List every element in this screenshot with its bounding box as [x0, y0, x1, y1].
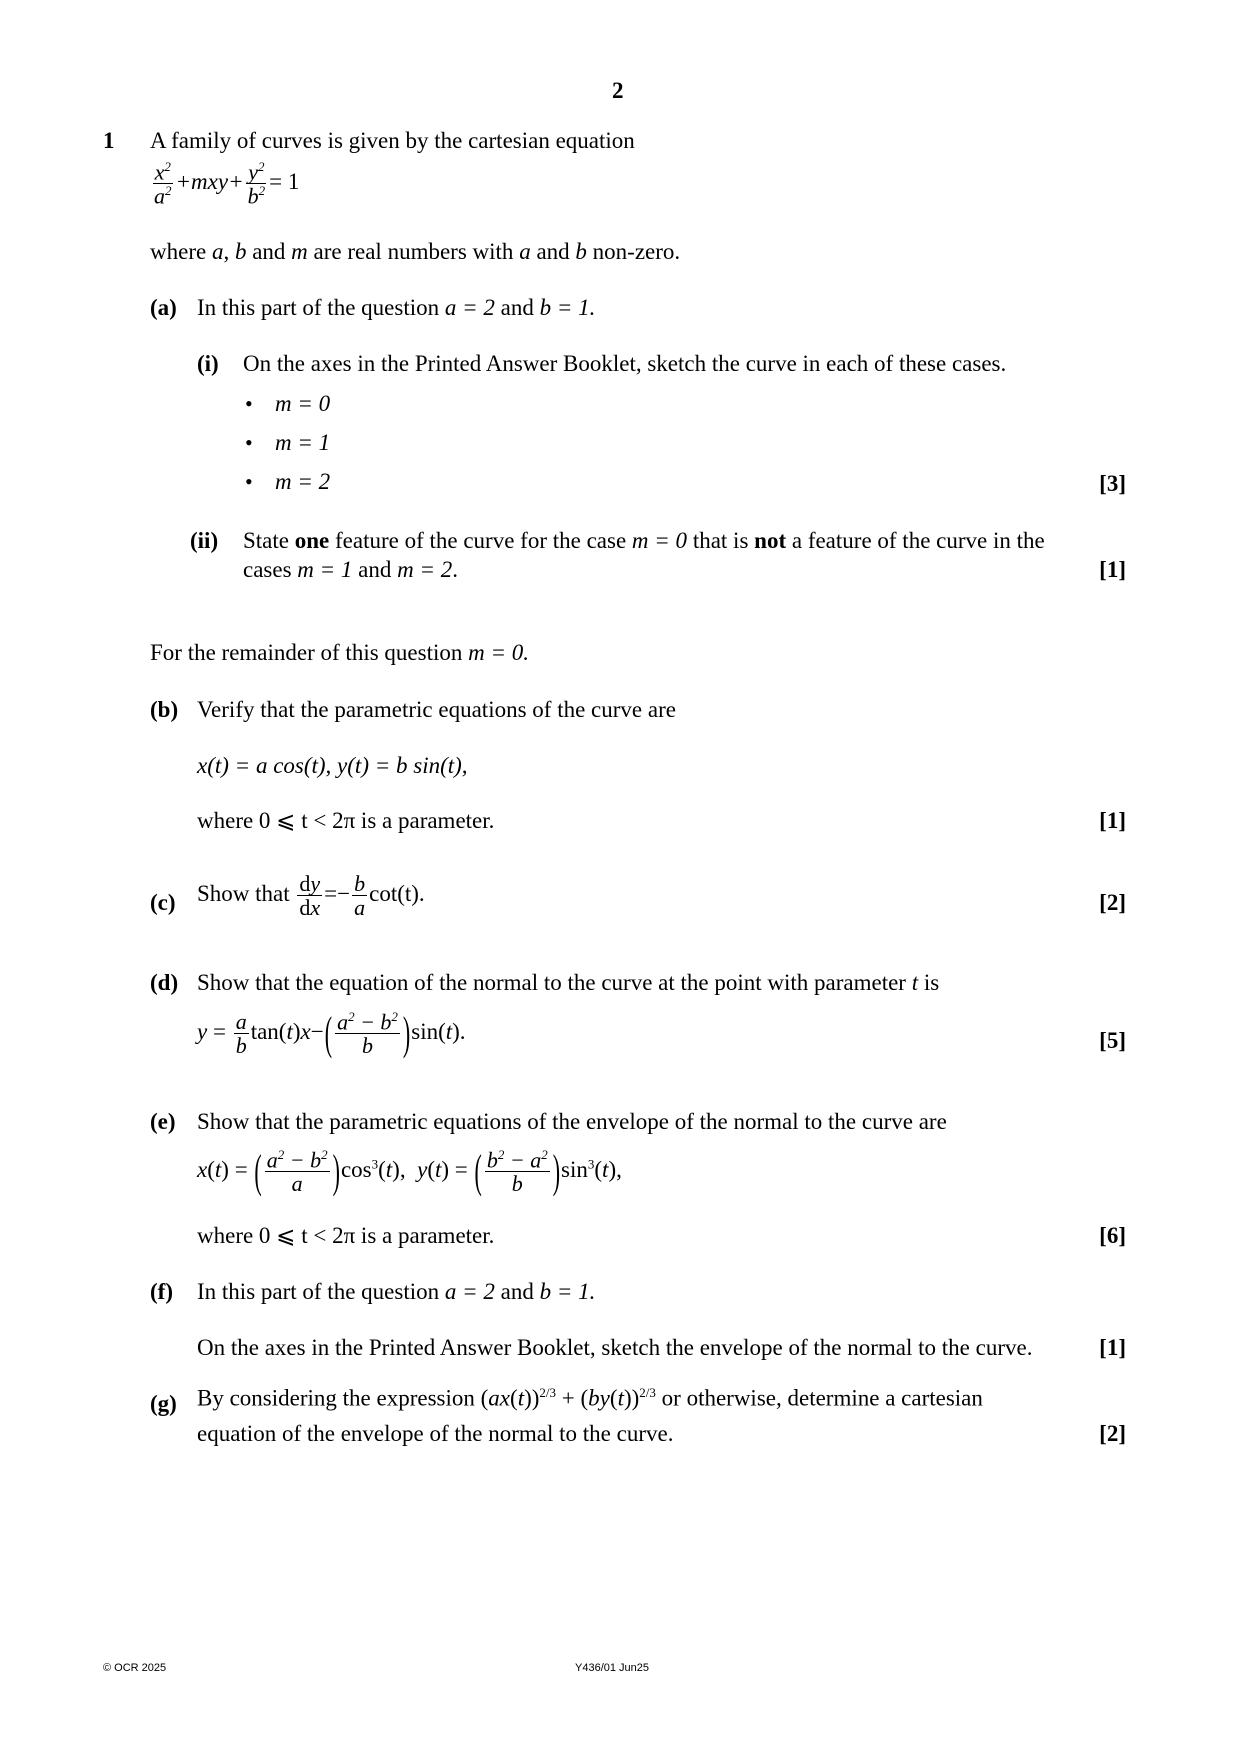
cartesian-equation: $\frac{x^2}{a^2}$ +mxy+ $\frac{y^2}{b^2}$ = 1: [154, 159, 300, 209]
bullet-m2: m = 2: [275, 469, 331, 494]
part-e-text: Show that the parametric equations of the envelope of the normal to the curve are: [197, 1109, 947, 1134]
part-c-text: Show that $\frac{dy}{dx}$ =− $\frac{b}{a}$ cot(t).: [197, 871, 425, 921]
mark-a-ii: [1]: [1099, 557, 1126, 582]
part-g-line2: equation of the envelope of the normal to the curve.: [197, 1421, 674, 1446]
footer-code: Y436/01 Jun25: [575, 1662, 650, 1674]
remainder-text: For the remainder of this question m = 0.: [150, 640, 529, 665]
bullet-m1: m = 1: [275, 430, 331, 455]
part-g-label: (g): [150, 1391, 177, 1416]
part-c-label: (c): [150, 890, 176, 915]
mark-d: [5]: [1099, 1028, 1126, 1053]
mark-b: [1]: [1099, 808, 1126, 833]
part-e-equation: x(t) = ( $\frac{a^2 - b^2}{a}$ )$\cos^3(t)$, y(t) = ( $\frac{b^2 - a^2}{b}$ )$\sin^3(t)$,: [197, 1144, 622, 1197]
bullet-m0: m = 0: [275, 391, 331, 416]
part-b-text: Verify that the parametric equations of the curve are: [197, 697, 676, 722]
part-a-ii-line1: State one feature of the curve for the case m = 0 that is not a feature of the curve in the: [243, 528, 1045, 553]
part-b-equation: x(t) = a cos(t), y(t) = b sin(t),: [197, 753, 468, 778]
part-a-i-label: (i): [197, 351, 219, 376]
part-a-i-text: On the axes in the Printed Answer Booklet, sketch the curve in each of these cases.: [243, 351, 1007, 376]
page-number: 2: [612, 78, 624, 103]
mark-f: [1]: [1099, 1335, 1126, 1360]
part-b-label: (b): [150, 697, 179, 722]
part-d-equation: y = $\frac{a}{b}$ tan(t)x−( $\frac{a^2 - b^2}{b}$ )sin(t).: [197, 1006, 466, 1059]
part-f-text2: On the axes in the Printed Answer Booklet, sketch the envelope of the normal to the curve.: [197, 1335, 1033, 1360]
part-d-text: Show that the equation of the normal to the curve at the point with parameter t is: [197, 970, 940, 995]
question-number: 1: [103, 128, 115, 153]
part-e-where: where 0 ⩽ t < 2π is a parameter.: [197, 1223, 495, 1248]
part-a-ii-label: (ii): [190, 528, 219, 553]
part-a-label: (a): [150, 295, 177, 320]
part-b-where: where 0 ⩽ t < 2π is a parameter.: [197, 808, 495, 833]
part-e-label: (e): [150, 1109, 176, 1134]
bullet-icon: •: [245, 469, 253, 494]
mark-a-i: [3]: [1099, 471, 1126, 496]
where-line: where a, b and m are real numbers with a and b non-zero.: [150, 239, 681, 264]
part-f-label: (f): [150, 1279, 173, 1304]
footer-copyright: © OCR 2025: [103, 1662, 167, 1674]
mark-g: [2]: [1099, 1421, 1126, 1446]
part-f-text: In this part of the question a = 2 and b = 1.: [197, 1279, 596, 1304]
question-intro: A family of curves is given by the cartesian equation: [150, 128, 635, 153]
bullet-icon: •: [245, 391, 253, 416]
part-a-text: In this part of the question a = 2 and b = 1.: [197, 295, 596, 320]
part-d-label: (d): [150, 970, 179, 995]
mark-e: [6]: [1099, 1223, 1126, 1248]
part-a-ii-line2: cases m = 1 and m = 2.: [243, 557, 459, 582]
bullet-icon: •: [245, 430, 253, 455]
mark-c: [2]: [1099, 890, 1126, 915]
part-g-line1: By considering the expression $(ax(t))^{2/3} + (by(t))^{2/3}$ or otherwise, determine a cartesian: [197, 1385, 983, 1411]
